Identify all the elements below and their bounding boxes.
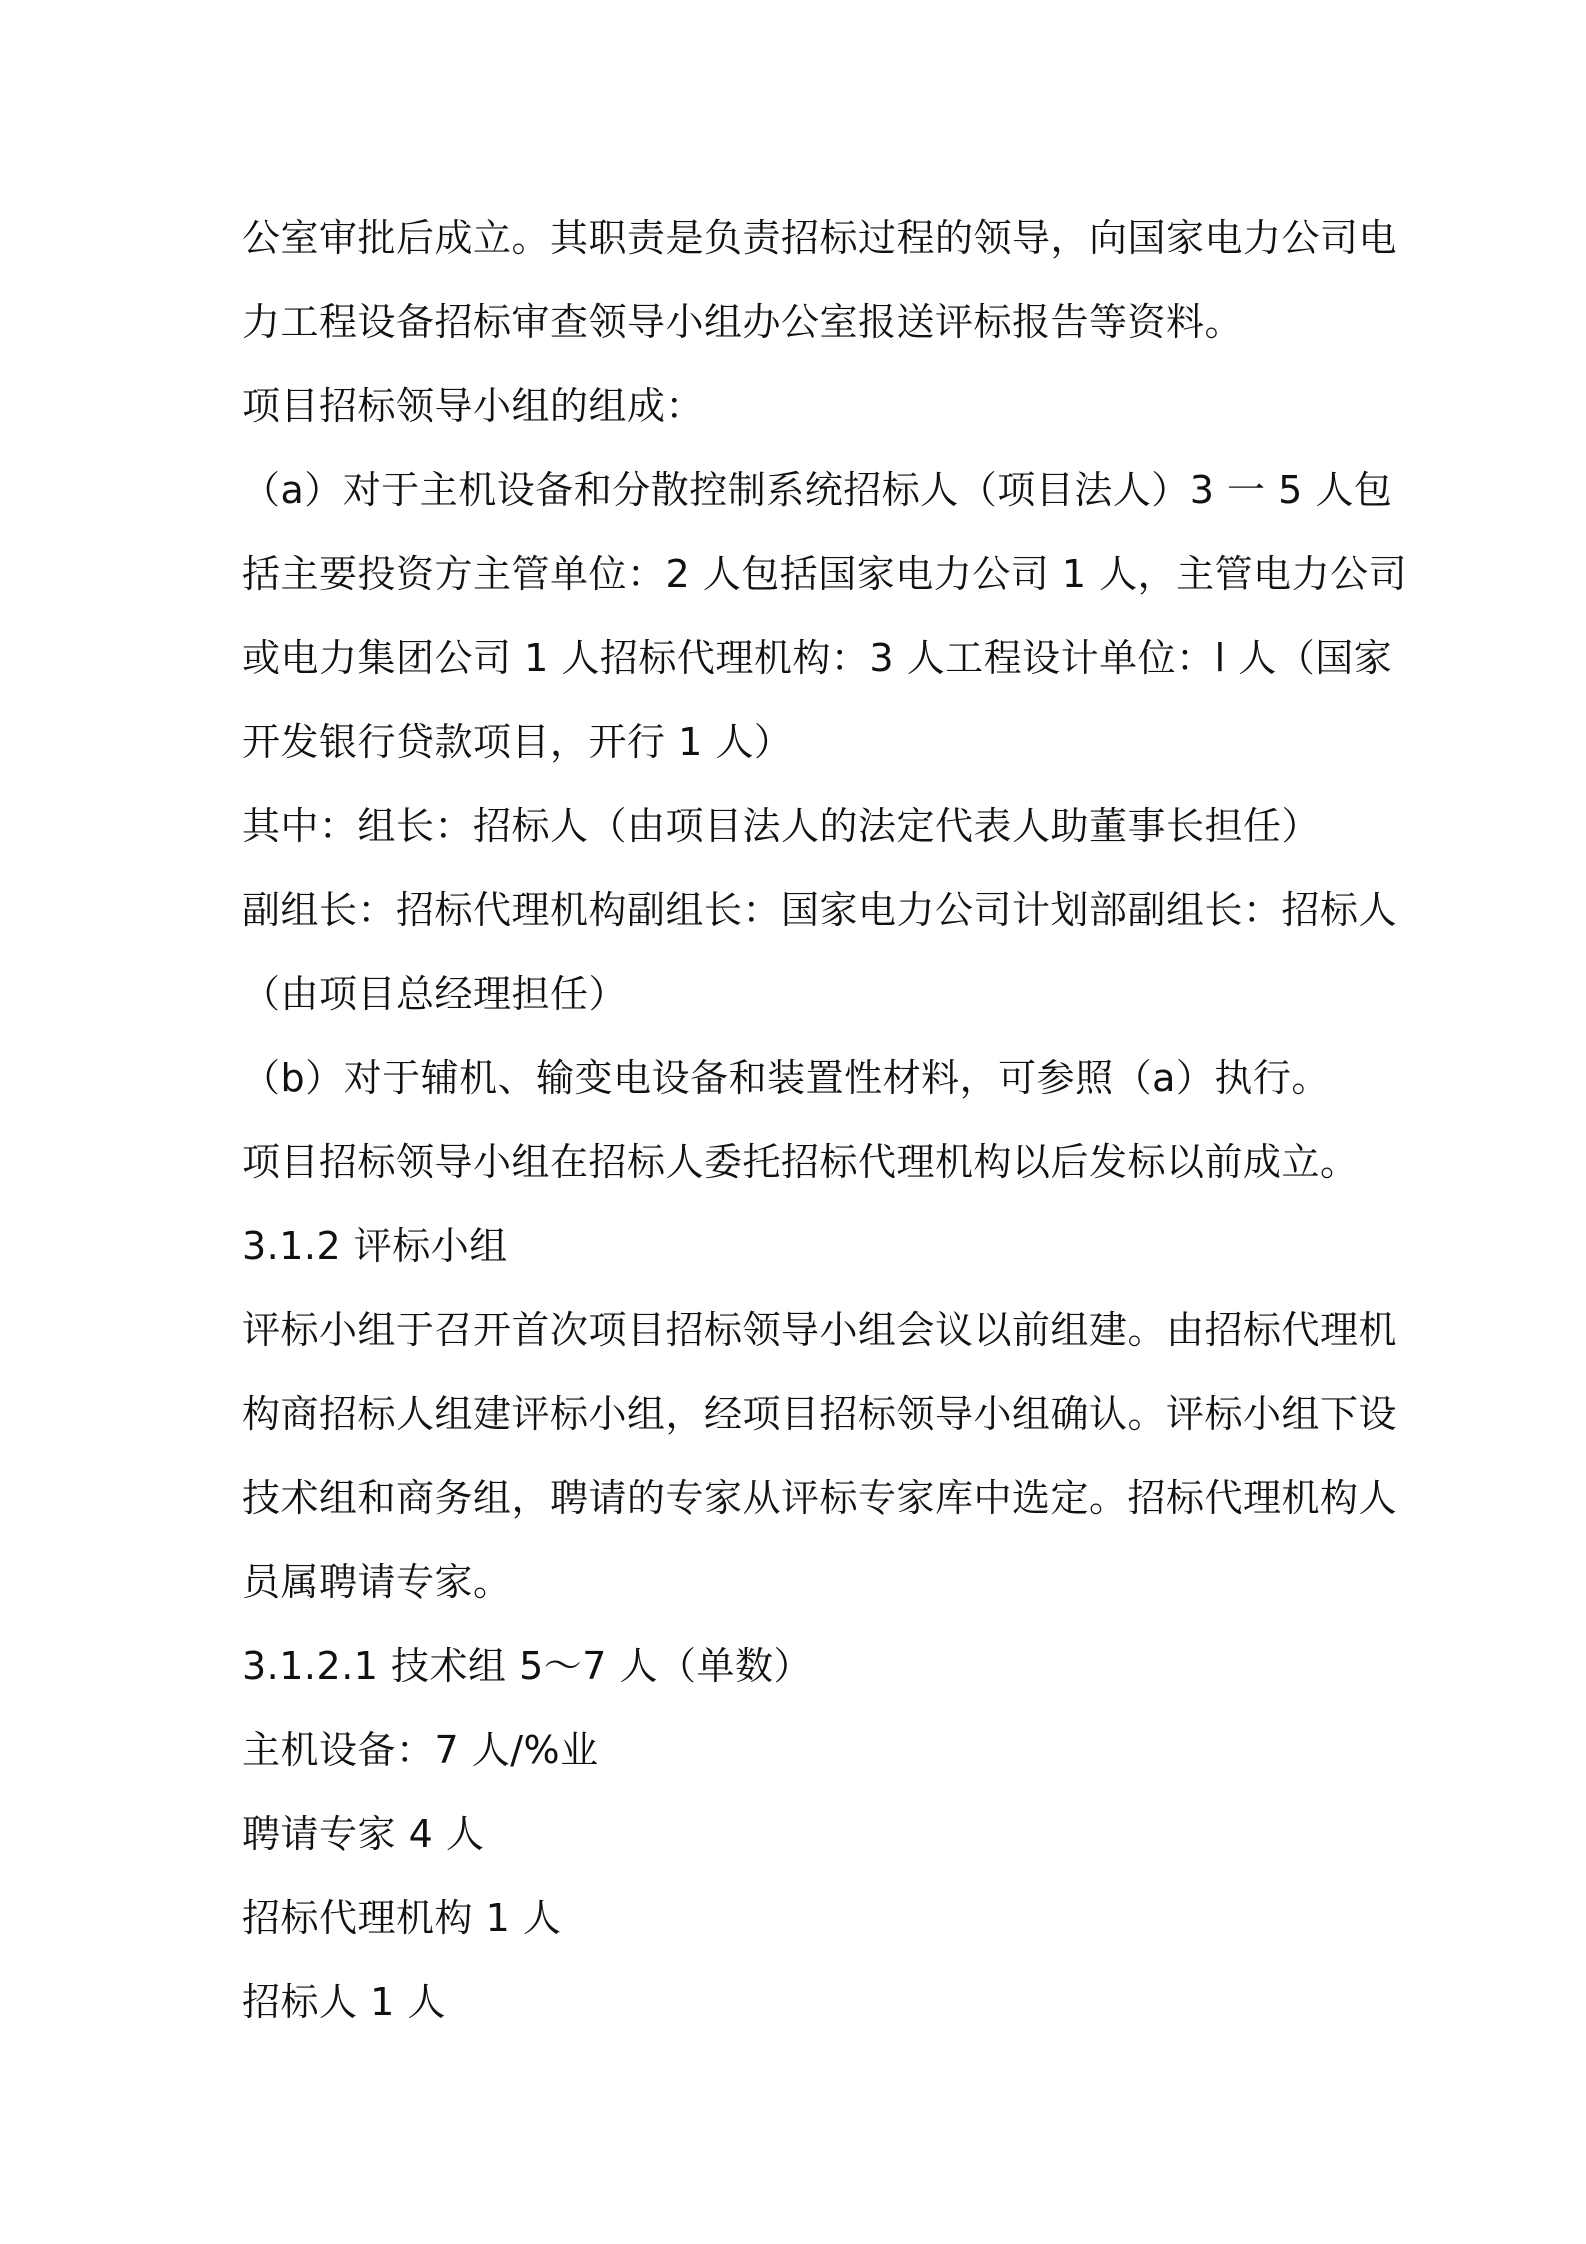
text-line: 评标小组于召开首次项目招标领导小组会议以前组建。由招标代理机 <box>242 1308 1398 1352</box>
subsection-heading: 3.1.2.1 技术组 5～7 人（单数） <box>242 1644 813 1688</box>
text-line: 或电力集团公司 1 人招标代理机构：3 人工程设计单位：l 人（国家 <box>242 636 1393 680</box>
text-line: 力工程设备招标审查领导小组办公室报送评标报告等资料。 <box>242 300 1244 344</box>
text-line: 项目招标领导小组的组成： <box>242 384 705 428</box>
text-line: 招标代理机构 1 人 <box>242 1896 562 1940</box>
text-line: （由项目总经理担任） <box>242 972 628 1016</box>
text-line: 员属聘请专家。 <box>242 1560 512 1604</box>
section-heading: 3.1.2 评标小组 <box>242 1224 508 1268</box>
text-line: 公室审批后成立。其职责是负责招标过程的领导，向国家电力公司电 <box>242 216 1398 260</box>
text-line: （a）对于主机设备和分散控制系统招标人（项目法人）3 一 5 人包 <box>242 468 1393 512</box>
text-line: 副组长：招标代理机构副组长：国家电力公司计划部副组长：招标人 <box>242 888 1398 932</box>
text-line: 构商招标人组建评标小组，经项目招标领导小组确认。评标小组下设 <box>242 1392 1398 1436</box>
text-line: 括主要投资方主管单位：2 人包括国家电力公司 1 人，主管电力公司 <box>242 552 1408 596</box>
text-line: 开发银行贷款项目，开行 1 人） <box>242 720 793 764</box>
text-line: 其中：组长：招标人（由项目法人的法定代表人助董事长担任） <box>242 804 1321 848</box>
document-body <box>242 196 1408 2044</box>
text-line: 招标人 1 人 <box>242 1980 446 2024</box>
text-line: 聘请专家 4 人 <box>242 1812 485 1856</box>
text-line: 技术组和商务组，聘请的专家从评标专家库中选定。招标代理机构人 <box>242 1476 1398 1520</box>
text-line: 项目招标领导小组在招标人委托招标代理机构以后发标以前成立。 <box>242 1140 1359 1184</box>
text-line: 主机设备：7 人/%业 <box>242 1728 599 1772</box>
text-line: （b）对于辅机、输变电设备和装置性材料，可参照（a）执行。 <box>242 1056 1330 1100</box>
